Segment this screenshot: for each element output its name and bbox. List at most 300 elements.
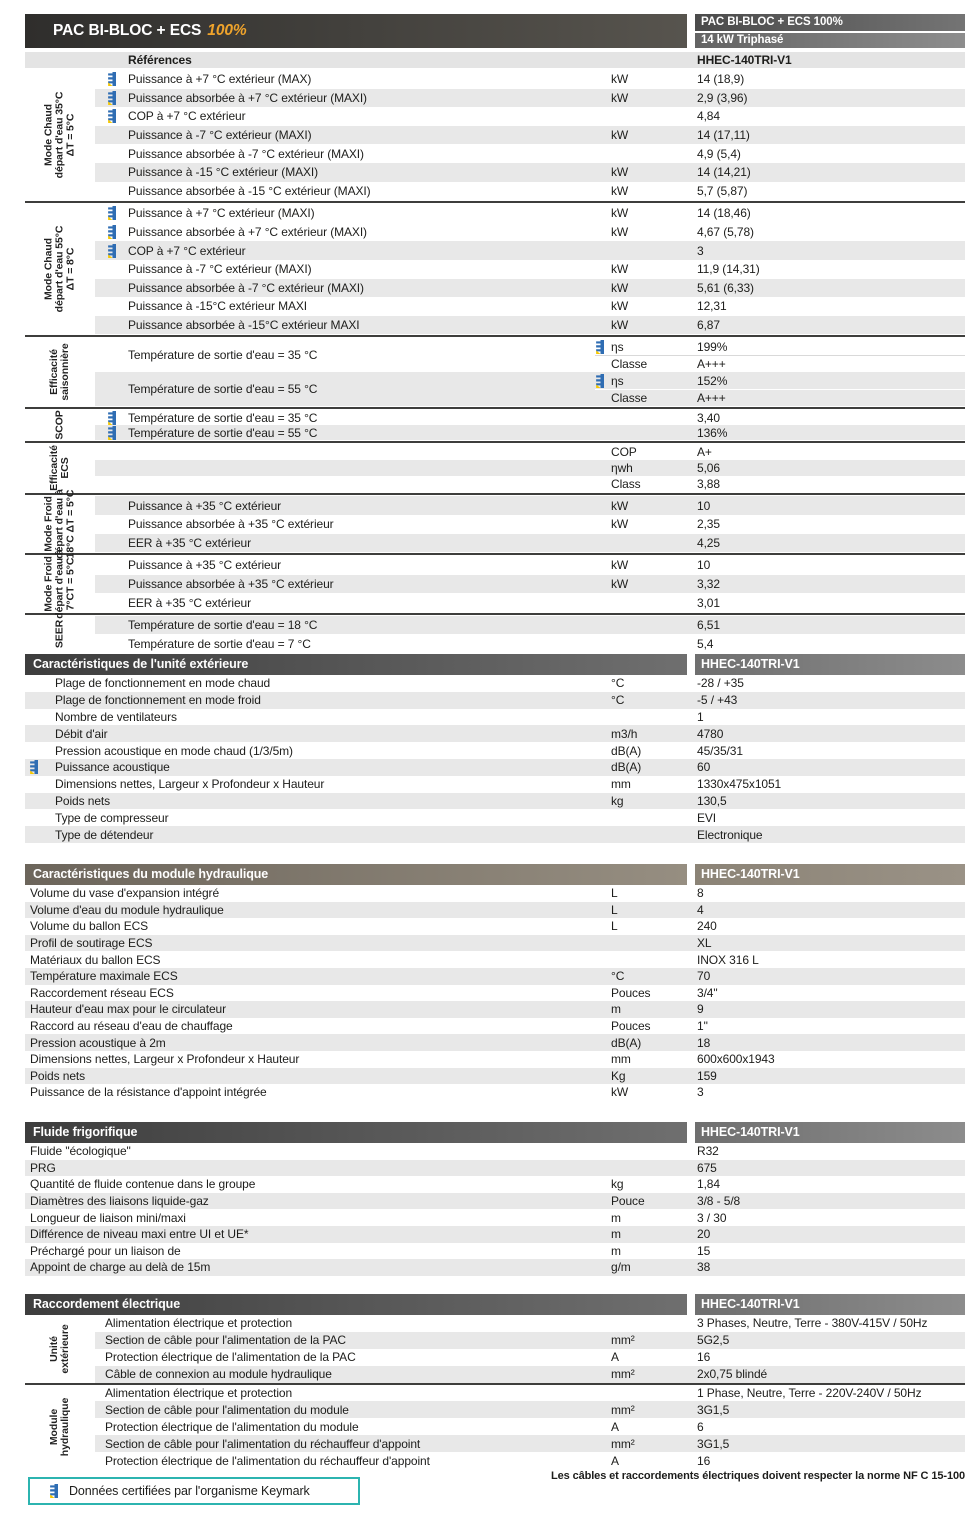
row-value: 70 — [697, 969, 711, 984]
section-label-cell — [25, 444, 95, 492]
row-unit: Pouces — [611, 985, 651, 1000]
spec-row — [95, 496, 965, 515]
row-value: 45/35/31 — [697, 743, 743, 758]
spec-row — [25, 725, 965, 742]
row-value: 14 (17,11) — [697, 128, 750, 143]
section-label-line: SEER — [53, 620, 66, 649]
row-value: 5,4 — [697, 636, 714, 651]
row-value: A+++ — [697, 356, 726, 371]
spec-row — [95, 410, 965, 425]
row-unit: A — [611, 1419, 619, 1434]
section-divider — [25, 407, 965, 409]
row-label: Plage de fonctionnement en mode chaud — [55, 676, 271, 691]
row-label: Puissance à -7 °C extérieur (MAXI) — [128, 262, 312, 277]
group-label — [49, 1398, 71, 1456]
main-title: PAC BI-BLOC + ECS — [53, 22, 202, 39]
row-label: Puissance à +7 °C extérieur (MAX) — [128, 72, 312, 87]
group-label-cell — [25, 1385, 95, 1469]
references-label: Références — [128, 53, 192, 67]
row-label: Température de sortie d'eau = 55 °C — [128, 382, 318, 397]
group-label — [49, 1324, 71, 1373]
row-label: Fluide "écologique" — [30, 1144, 131, 1159]
row-unit: kW — [611, 318, 629, 333]
row-unit: dB(A) — [611, 1035, 642, 1050]
row-label: PRG — [30, 1160, 56, 1175]
row-value: 4 — [697, 902, 704, 917]
row-label: Diamètres des liaisons liquide-gaz — [30, 1194, 209, 1209]
model-number: HHEC-140TRI-V1 — [697, 53, 792, 67]
spec-row — [95, 126, 965, 145]
section-label — [55, 620, 66, 648]
row-unit: kW — [611, 280, 629, 295]
keymark-icon — [108, 411, 117, 425]
spec-row — [95, 223, 965, 242]
spec-row — [25, 793, 965, 810]
keymark-icon — [30, 760, 39, 774]
row-value: 4,25 — [697, 535, 720, 550]
spec-row — [95, 70, 965, 89]
section-label-line: Mode Chaud — [42, 104, 55, 167]
spec-row — [25, 951, 965, 968]
row-unit: °C — [611, 969, 625, 984]
row-unit: mm² — [611, 1402, 635, 1417]
row-value: 1330x475x1051 — [697, 777, 782, 792]
section-model: HHEC-140TRI-V1 — [695, 654, 965, 675]
perf-section-scop — [25, 410, 965, 440]
perf-section-mode-froid-18 — [25, 489, 965, 559]
keymark-icon — [596, 374, 605, 388]
spec-row — [25, 968, 965, 985]
row-unit: m3/h — [611, 726, 638, 741]
certified-note: Données certifiées par l'organisme Keymark — [69, 1484, 310, 1498]
row-value: -5 / +43 — [697, 693, 738, 708]
row-unit: dB(A) — [611, 743, 642, 758]
row-label: Température de sortie d'eau = 35 °C — [128, 348, 318, 363]
row-unit: m — [611, 1243, 621, 1258]
section-label-line: ECS — [59, 457, 71, 479]
row-unit: Pouce — [611, 1194, 645, 1209]
section-label — [55, 411, 66, 440]
section-label — [49, 445, 71, 491]
spec-row — [95, 616, 965, 635]
spec-row — [25, 902, 965, 919]
group-label-cell — [25, 1315, 95, 1383]
row-unit: kg — [611, 793, 624, 808]
detail-section-unite-exterieure — [25, 654, 965, 843]
row-value: 16 — [697, 1350, 711, 1365]
row-unit: kW — [611, 262, 629, 277]
spec-subrow — [95, 372, 965, 389]
row-unit: A — [611, 1453, 619, 1468]
section-title: Fluide frigorifique — [25, 1122, 687, 1143]
row-value: 10 — [697, 558, 711, 573]
section-divider — [25, 553, 965, 555]
row-value: 16 — [697, 1453, 711, 1468]
section-label-cell — [25, 204, 95, 334]
row-value: 600x600x1943 — [697, 1052, 775, 1067]
row-value: 1 Phase, Neutre, Terre - 220V-240V / 50Hz — [697, 1386, 922, 1400]
row-label: EER à +35 °C extérieur — [128, 535, 251, 550]
spec-row — [95, 204, 965, 223]
row-value: 3,40 — [697, 410, 720, 425]
spec-row — [95, 316, 965, 335]
spec-row — [25, 935, 965, 952]
spec-row — [25, 1068, 965, 1085]
spec-subrow — [95, 460, 965, 476]
spec-row — [95, 1401, 965, 1418]
keymark-icon — [108, 426, 117, 440]
row-label: Puissance absorbée à -7 °C extérieur (MAXI) — [128, 280, 364, 295]
group-label-line: Unité — [48, 1335, 60, 1362]
model-power-bar: 14 kW Triphasé — [695, 33, 965, 48]
spec-row — [25, 1034, 965, 1051]
row-value: 159 — [697, 1068, 717, 1083]
row-value: 2,9 (3,96) — [697, 90, 748, 105]
section-label-line: saisonnière — [59, 343, 71, 401]
row-unit: ηwh — [611, 461, 633, 476]
keymark-icon — [108, 91, 117, 105]
row-value: 12,31 — [697, 299, 727, 314]
group-rows — [95, 1315, 965, 1383]
section-label-cell — [25, 549, 95, 619]
group-rows — [95, 1385, 965, 1469]
section-rows — [95, 410, 965, 440]
section-rows — [95, 338, 965, 406]
row-label: Raccordement réseau ECS — [30, 985, 174, 1000]
spec-row — [95, 1418, 965, 1435]
section-label-line: Mode Chaud — [42, 238, 55, 301]
row-unit: mm² — [611, 1333, 635, 1348]
row-value: 3,88 — [697, 477, 720, 492]
row-label: Puissance à +35 °C extérieur — [128, 558, 282, 573]
spec-row — [95, 534, 965, 553]
row-value: 18 — [697, 1035, 711, 1050]
row-value: -28 / +35 — [697, 676, 744, 691]
row-label: Poids nets — [30, 1068, 86, 1083]
row-unit: Class — [611, 477, 641, 492]
row-label: Type de détendeur — [55, 827, 154, 842]
row-label: Préchargé pour un liaison de — [30, 1243, 181, 1258]
row-label: Température de sortie d'eau = 7 °C — [128, 636, 311, 651]
spec-subrow — [95, 338, 965, 355]
spec-row — [95, 1332, 965, 1349]
row-unit: °C — [611, 676, 625, 691]
row-unit: m — [611, 1210, 621, 1225]
row-value: 3/4" — [697, 985, 718, 1000]
row-unit: °C — [611, 693, 625, 708]
section-label — [44, 226, 77, 313]
spec-row — [25, 1001, 965, 1018]
section-label-line: 7°CT = 5°C — [64, 557, 77, 611]
row-label: Quantité de fluide contenue dans le groupe — [30, 1177, 256, 1192]
row-label: Puissance à -15 °C extérieur (MAXI) — [128, 165, 319, 180]
row-label: Température de sortie d'eau = 55 °C — [128, 425, 318, 440]
section-model: HHEC-140TRI-V1 — [695, 1122, 965, 1143]
spec-row — [25, 885, 965, 902]
row-value: 2,35 — [697, 517, 720, 532]
performance-table — [25, 70, 965, 653]
row-unit: m — [611, 1002, 621, 1017]
spec-row — [95, 107, 965, 126]
row-unit: kW — [611, 90, 629, 105]
row-label: Pression acoustique à 2m — [30, 1035, 166, 1050]
row-value: 3G1,5 — [697, 1436, 730, 1451]
row-unit: dB(A) — [611, 760, 642, 775]
spec-row — [25, 1143, 965, 1160]
row-value: 1 — [697, 709, 704, 724]
row-unit: kW — [611, 225, 629, 240]
row-unit: ηs — [611, 373, 624, 388]
row-label: Puissance absorbée à +35 °C extérieur — [128, 517, 334, 532]
perf-section-seer — [25, 616, 965, 653]
row-unit: kW — [611, 498, 629, 513]
header-gap — [687, 864, 695, 885]
spec-row — [95, 1452, 965, 1469]
spec-row-group — [25, 1315, 965, 1383]
row-label: Puissance absorbée à -15 °C extérieur (MAXI) — [128, 183, 371, 198]
row-label: Puissance absorbée à +7 °C extérieur (MAXI) — [128, 225, 367, 240]
row-value: A+ — [697, 445, 712, 460]
spec-row — [25, 1084, 965, 1101]
row-label: Débit d'air — [55, 726, 108, 741]
row-unit: kW — [611, 558, 629, 573]
row-unit: kW — [611, 183, 629, 198]
keymark-icon — [108, 206, 117, 220]
section-header-bar — [25, 1294, 965, 1315]
section-rows — [95, 616, 965, 653]
header-gap — [687, 654, 695, 675]
spec-row — [95, 1435, 965, 1452]
row-value: 20 — [697, 1227, 711, 1242]
section-label-line: départ d'eau 35°C — [53, 91, 66, 179]
row-label: Profil de soutirage ECS — [30, 936, 153, 951]
row-label: Alimentation électrique et protection — [105, 1316, 293, 1331]
row-unit: A — [611, 1350, 619, 1365]
keymark-icon — [50, 1484, 59, 1498]
row-value: 1,84 — [697, 1177, 720, 1192]
spec-row — [25, 1176, 965, 1193]
row-label: Puissance absorbée à +35 °C extérieur — [128, 576, 334, 591]
spec-row — [95, 89, 965, 108]
row-value: 60 — [697, 760, 711, 775]
spec-row — [95, 163, 965, 182]
section-label-cell — [25, 338, 95, 406]
row-value: INOX 316 L — [697, 952, 759, 967]
row-unit: kW — [611, 128, 629, 143]
row-label: Température de sortie d'eau = 18 °C — [128, 618, 318, 633]
row-value: 14 (18,9) — [697, 72, 745, 87]
row-value: Electronique — [697, 827, 763, 842]
row-value: 240 — [697, 919, 717, 934]
row-value: 3 Phases, Neutre, Terre - 380V-415V / 50Hz — [697, 1316, 928, 1331]
main-title-percent: 100% — [207, 22, 247, 39]
row-value: 3 — [697, 1085, 704, 1100]
row-unit: mm — [611, 777, 631, 792]
spec-row — [95, 144, 965, 163]
row-value: 15 — [697, 1243, 711, 1258]
row-unit: kg — [611, 1177, 624, 1192]
spec-row — [25, 918, 965, 935]
section-header-bar — [25, 864, 965, 885]
spec-row-group — [25, 1385, 965, 1469]
section-divider — [25, 441, 965, 443]
row-unit: mm² — [611, 1367, 635, 1382]
row-value: 3 — [697, 243, 704, 258]
row-value: 14 (14,21) — [697, 165, 751, 180]
row-label: Section de câble pour l'alimentation du réchauffeur d'appoint — [105, 1436, 421, 1451]
row-value: EVI — [697, 810, 717, 825]
row-value: 5,06 — [697, 461, 720, 476]
section-label-line: 18°C ΔT = 5°C — [64, 489, 77, 559]
row-value: 4,84 — [697, 109, 720, 124]
spec-row — [95, 1315, 965, 1332]
spec-row — [95, 575, 965, 594]
spec-row — [25, 809, 965, 826]
group-label-line: Module — [48, 1408, 60, 1445]
row-value: 5G2,5 — [697, 1333, 730, 1348]
certified-box — [28, 1477, 360, 1505]
section-label — [49, 344, 71, 401]
main-header-bar — [25, 14, 687, 48]
row-value: 4,67 (5,78) — [697, 225, 754, 240]
spec-subrow — [95, 476, 965, 492]
section-label-cell — [25, 410, 95, 440]
row-label: Hauteur d'eau max pour le circulateur — [30, 1002, 227, 1017]
section-label-line: Efficacité — [48, 349, 60, 396]
references-row — [25, 52, 965, 68]
row-value: 4780 — [697, 726, 724, 741]
row-value: 3/8 - 5/8 — [697, 1194, 741, 1209]
spec-row — [95, 241, 965, 260]
subrow-separator — [595, 389, 965, 390]
row-label: Température de sortie d'eau = 35 °C — [128, 410, 318, 425]
keymark-icon — [596, 340, 605, 354]
row-label: Puissance à -15°C extérieur MAXI — [128, 299, 308, 314]
spec-row — [95, 556, 965, 575]
spec-row — [95, 425, 965, 440]
section-rows — [95, 556, 965, 612]
section-label-cell — [25, 70, 95, 200]
spec-subrow — [95, 389, 965, 406]
row-label: Pression acoustique en mode chaud (1/3/5m) — [55, 743, 293, 758]
row-label: Puissance à -7 °C extérieur (MAXI) — [128, 128, 312, 143]
row-unit: kW — [611, 517, 629, 532]
row-value: 5,61 (6,33) — [697, 280, 754, 295]
row-unit: COP — [611, 445, 637, 460]
spec-row — [25, 675, 965, 692]
row-value: R32 — [697, 1144, 719, 1159]
spec-subrow — [95, 355, 965, 372]
row-unit: L — [611, 902, 618, 917]
spec-row — [25, 1226, 965, 1243]
row-unit: Classe — [611, 390, 648, 405]
row-value: 3 / 30 — [697, 1210, 727, 1225]
row-unit: ηs — [611, 339, 624, 354]
section-label-line: SCOP — [53, 410, 66, 440]
row-value: 136% — [697, 425, 728, 440]
row-value: 8 — [697, 886, 704, 901]
row-label: Volume du vase d'expansion intégré — [30, 886, 220, 901]
spec-row — [25, 1160, 965, 1177]
header-gap — [687, 1294, 695, 1315]
row-label: Protection électrique de l'alimentation du réchauffeur d'appoint — [105, 1453, 430, 1468]
row-label: Raccord au réseau d'eau de chauffage — [30, 1019, 233, 1034]
row-label: Différence de niveau maxi entre UI et UE* — [30, 1227, 249, 1242]
row-unit: m — [611, 1227, 621, 1242]
spec-row-group — [95, 444, 965, 492]
row-unit: L — [611, 919, 618, 934]
section-label-line: Mode Froid — [42, 556, 55, 612]
row-value: 199% — [697, 339, 728, 354]
row-label: Puissance absorbée à -15°C extérieur MAXI — [128, 318, 360, 333]
row-label: Puissance absorbée à -7 °C extérieur (MAXI) — [128, 146, 364, 161]
spec-row — [95, 279, 965, 298]
row-value: 14 (18,46) — [697, 206, 751, 221]
section-rows — [95, 444, 965, 492]
spec-row — [25, 776, 965, 793]
row-unit: Classe — [611, 356, 648, 371]
spec-row — [25, 826, 965, 843]
spec-row — [25, 709, 965, 726]
section-model: HHEC-140TRI-V1 — [695, 1294, 965, 1315]
row-value: 9 — [697, 1002, 704, 1017]
row-unit: kW — [611, 299, 629, 314]
row-unit: kW — [611, 206, 629, 221]
section-model: HHEC-140TRI-V1 — [695, 864, 965, 885]
row-label: Câble de connexion au module hydraulique — [105, 1367, 332, 1382]
row-value: 3G1,5 — [697, 1402, 730, 1417]
spec-subrow — [95, 444, 965, 460]
section-title: Caractéristiques du module hydraulique — [25, 864, 687, 885]
section-label-line: Mode Froid — [42, 496, 55, 552]
row-label: Nombre de ventilateurs — [55, 709, 177, 724]
row-label: Puissance acoustique — [55, 760, 170, 775]
row-value: 10 — [697, 498, 711, 513]
row-value: 675 — [697, 1160, 717, 1175]
section-label-line: Efficacité — [48, 445, 60, 492]
row-label: Puissance de la résistance d'appoint intégrée — [30, 1085, 267, 1100]
spec-row — [25, 1193, 965, 1210]
row-value: 130,5 — [697, 793, 727, 808]
section-label — [44, 92, 77, 179]
subrow-separator — [595, 355, 965, 356]
spec-row — [95, 634, 965, 653]
keymark-icon — [108, 244, 117, 258]
spec-row — [95, 260, 965, 279]
spec-row — [95, 515, 965, 534]
section-label-cell — [25, 489, 95, 559]
section-label — [44, 549, 77, 618]
spec-row — [25, 1243, 965, 1260]
spec-row — [95, 593, 965, 612]
spec-row — [25, 1259, 965, 1276]
row-unit: mm — [611, 1052, 631, 1067]
spec-row — [95, 297, 965, 316]
spec-row — [95, 1385, 965, 1402]
perf-section-mode-chaud-55 — [25, 204, 965, 334]
row-label: Section de câble pour l'alimentation de la PAC — [105, 1333, 346, 1348]
row-value: 2x0,75 blindé — [697, 1367, 768, 1382]
row-label: Appoint de charge au delà de 15m — [30, 1260, 211, 1275]
row-value: 4,9 (5,4) — [697, 146, 741, 161]
spec-row-group — [95, 338, 965, 372]
row-label: Plage de fonctionnement en mode froid — [55, 693, 261, 708]
row-label: Température maximale ECS — [30, 969, 178, 984]
row-label: Matériaux du ballon ECS — [30, 952, 161, 967]
row-label: Puissance à +7 °C extérieur (MAXI) — [128, 206, 315, 221]
row-label: Longueur de liaison mini/maxi — [30, 1210, 186, 1225]
row-value: 1" — [697, 1019, 708, 1034]
